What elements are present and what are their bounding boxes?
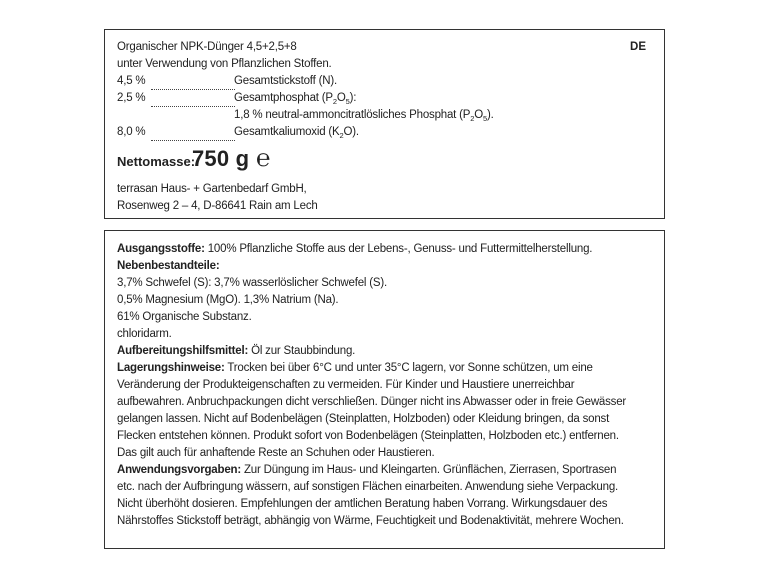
anwendung-line: etc. nach der Aufbringung wässern, auf sonstigen Flächen einarbeiten. Anwendung siehe Verpackung. <box>117 481 619 493</box>
origin-text: unter Verwendung von Pflanzlichen Stoffen. <box>117 58 332 70</box>
lagerung-line: aufbewahren. Anbruchpackungen dicht verschließen. Dünger nicht ins Abwasser oder in freie Gewässer <box>117 396 627 408</box>
nebenbestandteile-heading: Nebenbestandteile: <box>117 260 220 272</box>
anwendung-line: Nicht überhöht dosieren. Empfehlungen der amtlichen Beratung haben Vorrang. Wirkungsdauer des <box>117 498 608 510</box>
nutrient-percent: 2,5 % <box>117 92 146 104</box>
product-label-box <box>104 29 665 219</box>
net-mass-value: 750 g <box>192 146 250 171</box>
neben-line: 0,5% Magnesium (MgO). 1,3% Natrium (Na). <box>117 294 339 306</box>
nutrient-row-nitrogen <box>117 73 145 90</box>
net-mass-label: Nettomasse: <box>117 154 196 169</box>
dotted-leader <box>151 97 235 107</box>
dotted-leader <box>151 131 235 141</box>
nutrient-percent: 8,0 % <box>117 126 146 138</box>
ingredients-box <box>104 230 665 549</box>
nutrient-name: Gesamtphosphat $(P_2O_5)$: <box>234 92 357 106</box>
lagerung-line: Veränderung der Produkteigenschaften zu vermeiden. Für Kinder und Haustiere unerreichbar <box>117 379 575 391</box>
company-address: Rosenweg 2 – 4, D-86641 Rain am Lech <box>117 200 318 212</box>
neben-line: chloridarm. <box>117 328 172 340</box>
lagerung-line: Flecken entstehen können. Produkt sofort von Bodenbelägen (Steinplatten, Holzboden etc.) entfernen. <box>117 430 619 442</box>
lagerung-line: gelangen lassen. Nicht auf Bodenbelägen (Steinplatten, Holzboden) oder Kleidung bringen, da sonst <box>117 413 610 425</box>
dotted-leader <box>151 80 235 90</box>
ausgangsstoffe-line: Ausgangsstoffe: 100% Pflanzliche Stoffe aus der Lebens-, Genuss- und Futtermittelherstellung. <box>117 243 593 255</box>
language-code: DE <box>630 41 646 53</box>
anwendung-line: Anwendungsvorgaben: Zur Düngung im Haus- und Kleingarten. Grünflächen, Zierrasen, Sportrasen <box>117 464 617 476</box>
nutrient-percent: 4,5 % <box>117 75 146 87</box>
neben-line: 61% Organische Substanz. <box>117 311 252 323</box>
nutrient-name: Gesamtkaliumoxid $(K_2O)$. <box>234 126 359 140</box>
nutrient-name: Gesamtstickstoff (N). <box>234 75 337 87</box>
neben-line: 3,7% Schwefel (S): 3,7% wasserlöslicher Schwefel (S). <box>117 277 387 289</box>
product-name: Organischer NPK-Dünger 4,5+2,5+8 <box>117 41 297 53</box>
estimate-sign-icon: ℮ <box>256 145 271 172</box>
aufbereitung-line: Aufbereitungshilfsmittel: Öl zur Staubbindung. <box>117 345 356 357</box>
lagerung-line: Das gilt auch für anhaftende Reste an Schuhen oder Haustieren. <box>117 447 435 459</box>
lagerung-line: Lagerungshinweise: Trocken bei über 6°C und unter 35°C lagern, vor Sonne schützen, um eine <box>117 362 593 374</box>
anwendung-line: Nährstoffes Stickstoff beträgt, abhängig von Wärme, Feuchtigkeit und Bodenaktivität, mehrere Wochen. <box>117 515 624 527</box>
phosphate-detail: 1,8 % neutral-ammoncitratlösliches Phosphat $(P_2O_5)$. <box>234 109 494 123</box>
company-name: terrasan Haus- + Gartenbedarf GmbH, <box>117 183 307 195</box>
